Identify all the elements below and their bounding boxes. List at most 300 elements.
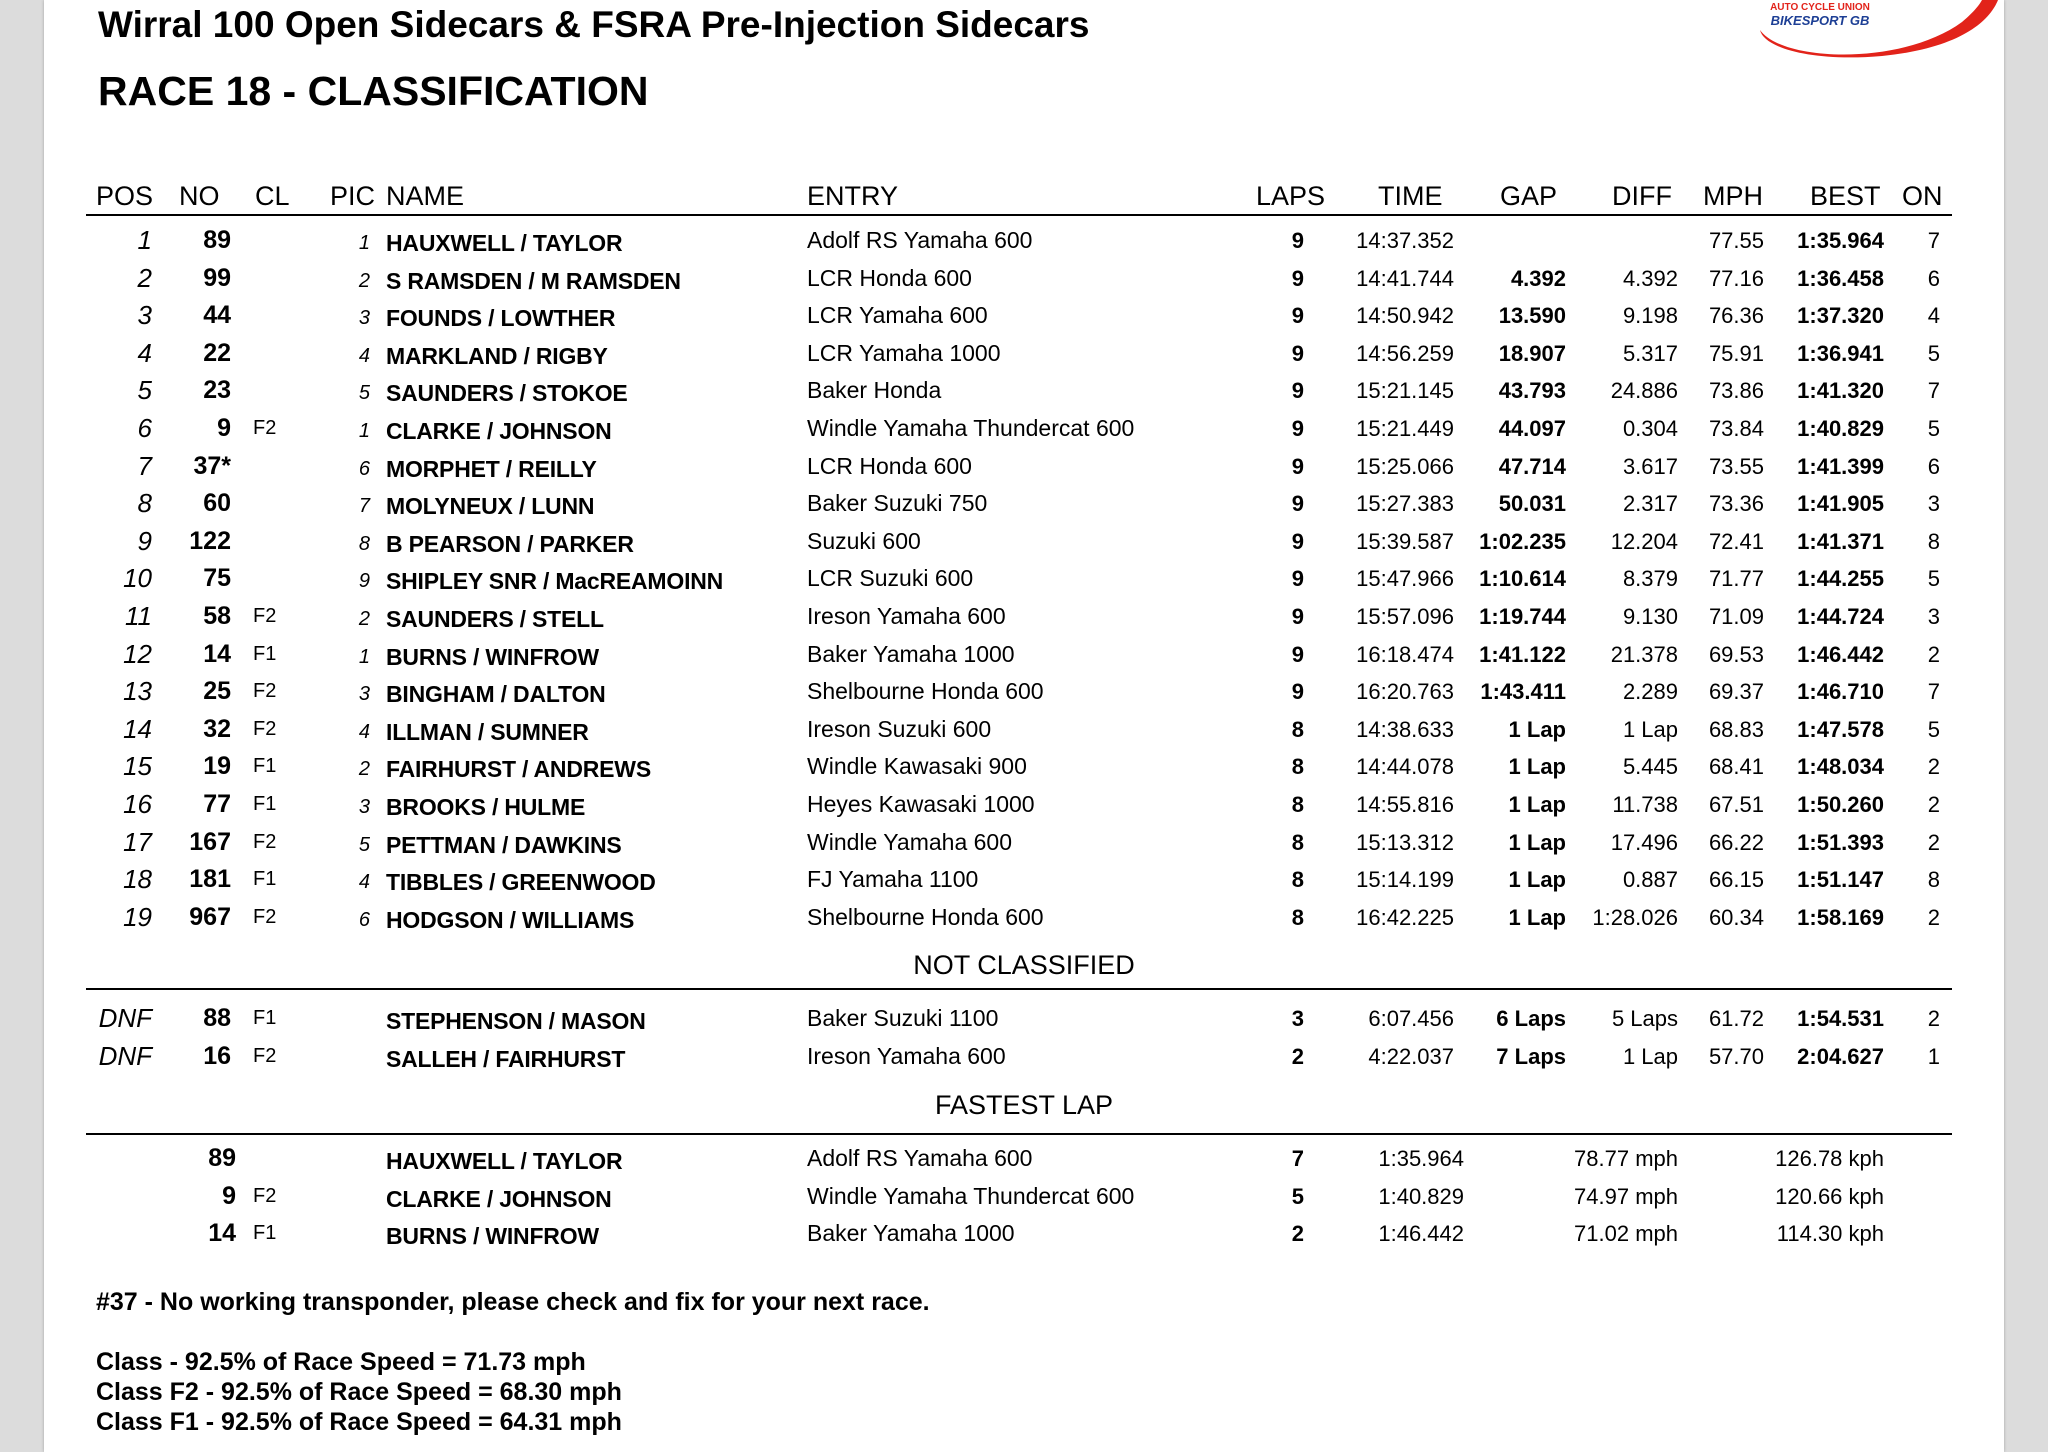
cell-no: 58 [203, 602, 231, 630]
cell-gap: 1 Lap [1508, 792, 1566, 817]
cell-cl: F1 [253, 1007, 277, 1029]
cell-name: MORPHET / REILLY [386, 455, 597, 482]
cell-mph: 66.22 [1708, 829, 1764, 855]
result-row [44, 410, 2004, 447]
cell-pic: 5 [358, 833, 370, 856]
cell-entry: Ireson Suzuki 600 [807, 715, 992, 742]
cell-name: BROOKS / HULME [386, 794, 586, 820]
cell-entry: Windle Kawasaki 900 [807, 753, 1027, 780]
cell-mph: 73.86 [1708, 378, 1764, 404]
fastest-lap-row [44, 1178, 2004, 1215]
cell-mph: 71.77 [1708, 566, 1764, 592]
logo-line-1: AUTO CYCLE UNION [1770, 2, 1870, 13]
class-speed-note: Class - 92.5% of Race Speed = 71.73 mph [96, 1348, 586, 1376]
cell-pos: 14 [123, 713, 152, 744]
cell-no: 88 [203, 1004, 231, 1032]
cell-diff: 5.317 [1622, 340, 1678, 366]
cell-pos: 1 [137, 225, 152, 255]
cell-laps: 9 [1291, 228, 1304, 253]
cell-time: 1:46.442 [1378, 1221, 1464, 1247]
cell-on: 2 [1927, 829, 1940, 855]
cell-time: 1:40.829 [1378, 1183, 1464, 1209]
cell-mph: 67.51 [1708, 792, 1764, 817]
cell-time: 14:55.816 [1356, 792, 1454, 817]
not-classified-rule [86, 988, 1952, 990]
cell-entry: FJ Yamaha 1100 [807, 866, 979, 893]
cell-gap: 4.392 [1510, 265, 1566, 291]
cell-entry: Heyes Kawasaki 1000 [807, 791, 1035, 817]
cell-diff: 2.289 [1622, 679, 1678, 705]
cell-on: 6 [1927, 453, 1940, 479]
col-header-name: NAME [386, 181, 465, 211]
cell-entry: Baker Honda [807, 377, 942, 404]
cell-pos: 19 [123, 901, 152, 932]
transponder-note: #37 - No working transponder, please check and fix for your next race. [96, 1288, 930, 1316]
cell-pos: 5 [137, 375, 152, 406]
cell-pos: 12 [123, 638, 152, 669]
cell-pos: 4 [137, 337, 152, 368]
cell-best: 1:58.169 [1797, 904, 1884, 930]
col-header-pic: PIC [330, 181, 376, 211]
result-row [44, 485, 2004, 522]
cell-best: 1:47.578 [1797, 716, 1884, 742]
result-row [44, 260, 2004, 297]
cell-best: 1:50.260 [1797, 792, 1884, 817]
result-row [44, 824, 2004, 861]
cell-time: 4:22.037 [1368, 1043, 1454, 1069]
cell-laps: 9 [1291, 340, 1304, 366]
cell-mph: 68.41 [1708, 754, 1764, 780]
cell-pic: 1 [358, 645, 370, 668]
cell-name: BINGHAM / DALTON [386, 681, 606, 708]
cell-on: 2 [1927, 792, 1940, 817]
cell-laps: 8 [1291, 754, 1304, 780]
cell-best: 1:54.531 [1797, 1006, 1884, 1031]
cell-pos: DNF [98, 1003, 152, 1033]
cell-laps: 9 [1291, 566, 1304, 592]
cell-laps: 9 [1291, 528, 1304, 554]
col-header-cl: CL [255, 181, 290, 211]
cell-diff: 9.198 [1622, 303, 1678, 329]
cell-time: 14:50.942 [1356, 303, 1454, 329]
cell-no: 32 [203, 714, 231, 743]
cell-entry: LCR Honda 600 [807, 452, 972, 479]
cell-no: 75 [203, 564, 231, 593]
cell-on: 5 [1927, 416, 1940, 441]
cell-no: 167 [189, 827, 231, 856]
cell-no: 181 [189, 865, 231, 894]
cell-pos: 11 [125, 601, 152, 631]
cell-entry: Windle Yamaha Thundercat 600 [807, 415, 1135, 441]
cell-no: 44 [203, 301, 231, 330]
col-header-entry: ENTRY [807, 181, 899, 211]
cell-no: 967 [189, 902, 231, 931]
header-rule [86, 214, 1952, 216]
cell-entry: Adolf RS Yamaha 600 [807, 227, 1033, 253]
cell-mph: 61.72 [1708, 1006, 1764, 1031]
cell-diff: 21.378 [1610, 641, 1678, 667]
cell-lap: 2 [1291, 1221, 1304, 1247]
cell-diff: 2.317 [1622, 491, 1678, 517]
cell-pos: 6 [137, 413, 152, 443]
cell-best: 1:44.255 [1797, 566, 1884, 592]
cell-kph: 126.78 kph [1775, 1146, 1884, 1171]
cell-on: 4 [1927, 303, 1940, 329]
cell-lap: 7 [1291, 1146, 1304, 1171]
dnf-row [44, 1000, 2004, 1037]
cell-on: 2 [1927, 641, 1940, 667]
cell-best: 1:41.399 [1797, 453, 1884, 479]
cell-laps: 3 [1291, 1006, 1304, 1031]
cell-no: 9 [217, 414, 231, 442]
col-header-laps: LAPS [1256, 181, 1326, 211]
cell-pic: 5 [358, 382, 370, 405]
col-header-time: TIME [1378, 181, 1443, 211]
cell-best: 1:46.442 [1797, 641, 1884, 667]
cell-gap: 1 Lap [1508, 716, 1566, 742]
result-row [44, 899, 2004, 936]
cell-name: SAUNDERS / STELL [386, 606, 604, 632]
cell-no: 99 [203, 263, 231, 292]
cell-mph: 66.15 [1708, 867, 1764, 893]
cell-cl: F2 [253, 605, 277, 627]
fastest-lap-rule [86, 1133, 1952, 1135]
cell-time: 16:18.474 [1356, 641, 1454, 667]
col-header-gap: GAP [1500, 181, 1558, 211]
cell-no: 9 [222, 1181, 236, 1210]
result-row [44, 560, 2004, 597]
cell-laps: 8 [1291, 904, 1304, 930]
cell-laps: 9 [1291, 491, 1304, 517]
cell-cl: F2 [253, 717, 277, 740]
cell-time: 14:38.633 [1356, 716, 1454, 742]
cell-name: STEPHENSON / MASON [386, 1008, 646, 1034]
cell-name: HAUXWELL / TAYLOR [386, 1148, 623, 1174]
cell-laps: 9 [1291, 416, 1304, 441]
cell-laps: 9 [1291, 641, 1304, 667]
cell-laps: 9 [1291, 679, 1304, 705]
cell-name: FOUNDS / LOWTHER [386, 305, 616, 332]
cell-diff: 11.738 [1612, 792, 1678, 817]
col-header-diff: DIFF [1612, 181, 1672, 211]
cell-cl: F1 [253, 793, 277, 815]
cell-name: SHIPLEY SNR / MacREAMOINN [386, 568, 724, 595]
cell-time: 14:37.352 [1356, 228, 1454, 253]
cell-on: 7 [1927, 228, 1940, 253]
acu-bikesport-logo [1712, 0, 2004, 58]
cell-time: 15:25.066 [1356, 453, 1454, 479]
cell-cl: F2 [253, 1184, 277, 1207]
cell-name: CLARKE / JOHNSON [386, 1185, 612, 1212]
fastest-lap-row [44, 1140, 2004, 1177]
cell-entry: Ireson Yamaha 600 [807, 1042, 1006, 1069]
cell-on: 7 [1927, 378, 1940, 404]
cell-best: 1:41.371 [1797, 528, 1884, 554]
cell-gap: 43.793 [1498, 378, 1566, 404]
cell-no: 60 [203, 489, 231, 518]
cell-pos: 13 [123, 676, 152, 707]
cell-diff: 12.204 [1610, 528, 1678, 554]
cell-name: ILLMAN / SUMNER [386, 718, 589, 745]
result-row [44, 523, 2004, 560]
cell-mph: 73.55 [1708, 453, 1764, 479]
result-row [44, 786, 2004, 823]
cell-no: 37* [193, 451, 231, 480]
cell-mph: 71.09 [1708, 604, 1764, 629]
result-row [44, 673, 2004, 710]
cell-entry: LCR Honda 600 [807, 264, 972, 291]
cell-pic: 3 [358, 683, 370, 706]
cell-name: TIBBLES / GREENWOOD [386, 869, 656, 896]
cell-cl: F2 [253, 830, 277, 853]
cell-laps: 8 [1291, 792, 1304, 817]
not-classified-heading: NOT CLASSIFIED [913, 950, 1135, 980]
cell-gap: 7 Laps [1496, 1043, 1566, 1069]
event-title: Wirral 100 Open Sidecars & FSRA Pre-Injection Sidecars [98, 4, 1090, 45]
col-header-mph: MPH [1703, 181, 1763, 211]
cell-diff: 5.445 [1622, 754, 1678, 780]
cell-name: PETTMAN / DAWKINS [386, 831, 622, 858]
cell-no: 14 [203, 639, 231, 668]
cell-mph: 69.53 [1708, 641, 1764, 667]
cell-best: 1:35.964 [1797, 228, 1884, 253]
result-row [44, 598, 2004, 635]
result-row [44, 335, 2004, 372]
cell-best: 1:48.034 [1797, 754, 1884, 780]
cell-entry: LCR Yamaha 1000 [807, 339, 1001, 366]
cell-pic: 6 [358, 457, 370, 480]
cell-no: 19 [203, 752, 231, 781]
dnf-row [44, 1038, 2004, 1075]
col-header-best: BEST [1810, 181, 1881, 211]
col-header-on: ON [1902, 181, 1943, 211]
cell-best: 1:40.829 [1797, 416, 1884, 441]
cell-pic: 2 [358, 608, 370, 630]
cell-no: 23 [203, 376, 231, 405]
cell-cl: F1 [253, 642, 277, 665]
result-row [44, 448, 2004, 485]
cell-name: SAUNDERS / STOKOE [386, 380, 628, 407]
result-row [44, 297, 2004, 334]
cell-best: 1:46.710 [1797, 679, 1884, 705]
cell-cl: F2 [253, 1044, 277, 1067]
cell-time: 15:27.383 [1356, 491, 1454, 517]
cell-on: 2 [1927, 1006, 1940, 1031]
cell-time: 1:35.964 [1378, 1146, 1464, 1171]
cell-gap: 1 Lap [1508, 904, 1566, 930]
cell-no: 89 [203, 226, 231, 254]
cell-best: 1:36.458 [1797, 265, 1884, 291]
cell-diff: 5 Laps [1611, 1006, 1678, 1031]
cell-no: 122 [189, 526, 231, 555]
cell-pic: 4 [358, 344, 370, 367]
cell-gap: 1:10.614 [1479, 566, 1566, 592]
cell-entry: LCR Yamaha 600 [807, 302, 988, 329]
cell-on: 5 [1927, 340, 1940, 366]
cell-mph: 60.34 [1708, 904, 1764, 930]
cell-entry: Suzuki 600 [807, 527, 921, 554]
cell-name: CLARKE / JOHNSON [386, 418, 612, 444]
cell-cl: F2 [253, 680, 277, 703]
cell-pic: 8 [358, 532, 370, 555]
cell-entry: Baker Yamaha 1000 [807, 1220, 1015, 1247]
cell-on: 6 [1927, 265, 1940, 291]
cell-cl: F1 [253, 755, 277, 778]
cell-name: HODGSON / WILLIAMS [386, 906, 635, 933]
class-f1-speed-note: Class F1 - 92.5% of Race Speed = 64.31 mph [96, 1408, 622, 1436]
cell-on: 7 [1927, 679, 1940, 705]
cell-pic: 3 [358, 307, 370, 330]
cell-pic: 2 [358, 269, 370, 292]
cell-gap: 1:43.411 [1480, 679, 1566, 705]
cell-diff: 9.130 [1622, 604, 1678, 629]
result-row [44, 222, 2004, 259]
cell-time: 14:41.744 [1356, 265, 1454, 291]
cell-gap: 1 Lap [1508, 829, 1566, 855]
cell-gap: 1 Lap [1508, 867, 1566, 893]
cell-gap: 1:02.235 [1479, 528, 1566, 554]
cell-diff: 1 Lap [1622, 716, 1678, 742]
cell-diff: 0.304 [1622, 416, 1678, 441]
cell-gap: 47.714 [1498, 453, 1566, 479]
cell-pos: 7 [137, 450, 152, 481]
cell-entry: Baker Yamaha 1000 [807, 640, 1015, 667]
cell-entry: LCR Suzuki 600 [807, 565, 974, 592]
cell-name: MOLYNEUX / LUNN [386, 493, 595, 520]
logo-line-2: BIKESPORT GB [1770, 13, 1870, 28]
cell-pos: 17 [123, 826, 152, 857]
cell-pic: 4 [358, 871, 370, 894]
cell-diff: 3.617 [1622, 453, 1678, 479]
cell-on: 1 [1927, 1043, 1940, 1069]
cell-time: 16:20.763 [1356, 679, 1454, 705]
cell-time: 15:21.449 [1356, 416, 1454, 441]
cell-entry: Shelbourne Honda 600 [807, 678, 1044, 705]
cell-no: 77 [203, 790, 231, 818]
cell-pic: 1 [358, 232, 370, 254]
cell-diff: 8.379 [1622, 566, 1678, 592]
result-row [44, 748, 2004, 785]
fastest-lap-row [44, 1215, 2004, 1252]
cell-pos: 10 [123, 563, 152, 594]
cell-mph: 78.77 mph [1574, 1146, 1678, 1171]
cell-name: MARKLAND / RIGBY [386, 342, 608, 369]
cell-time: 15:21.145 [1356, 378, 1454, 404]
cell-entry: Windle Yamaha 600 [807, 828, 1013, 855]
cell-pos: 18 [123, 864, 152, 895]
cell-diff: 0.887 [1622, 867, 1678, 893]
cell-name: BURNS / WINFROW [386, 1223, 599, 1250]
cell-pic: 3 [358, 796, 370, 818]
cell-laps: 9 [1291, 378, 1304, 404]
cell-laps: 9 [1291, 453, 1304, 479]
cell-cl: F1 [253, 868, 277, 891]
cell-diff: 1 Lap [1622, 1043, 1678, 1069]
cell-cl: F2 [253, 417, 277, 439]
cell-diff: 4.392 [1622, 265, 1678, 291]
cell-time: 14:56.259 [1356, 340, 1454, 366]
cell-mph: 76.36 [1708, 303, 1764, 329]
cell-kph: 120.66 kph [1775, 1183, 1884, 1209]
cell-gap: 18.907 [1498, 340, 1566, 366]
cell-mph: 75.91 [1708, 340, 1764, 366]
cell-mph: 74.97 mph [1574, 1183, 1678, 1209]
cell-best: 1:44.724 [1797, 604, 1884, 629]
cell-time: 14:44.078 [1356, 754, 1454, 780]
cell-best: 1:41.320 [1797, 378, 1884, 404]
cell-time: 15:39.587 [1356, 528, 1454, 554]
cell-pos: 15 [123, 751, 152, 782]
cell-no: 25 [203, 677, 231, 706]
fastest-lap-heading: FASTEST LAP [934, 1090, 1114, 1120]
cell-entry: Shelbourne Honda 600 [807, 903, 1044, 930]
cell-name: HAUXWELL / TAYLOR [386, 230, 623, 256]
cell-laps: 9 [1291, 604, 1304, 629]
cell-laps: 9 [1291, 303, 1304, 329]
cell-mph: 69.37 [1708, 679, 1764, 705]
cell-entry: Adolf RS Yamaha 600 [807, 1145, 1033, 1171]
cell-time: 16:42.225 [1356, 904, 1454, 930]
cell-no: 14 [208, 1219, 236, 1248]
cell-mph: 71.02 mph [1574, 1221, 1678, 1247]
cell-mph: 72.41 [1708, 528, 1764, 554]
cell-on: 3 [1927, 604, 1940, 629]
cell-time: 6:07.456 [1368, 1006, 1454, 1031]
cell-pos: 2 [137, 262, 152, 293]
cell-laps: 2 [1291, 1043, 1304, 1069]
cell-best: 1:51.393 [1797, 829, 1884, 855]
cell-time: 15:13.312 [1356, 829, 1454, 855]
cell-no: 89 [208, 1144, 236, 1172]
cell-name: BURNS / WINFROW [386, 643, 599, 670]
cell-no: 16 [203, 1041, 231, 1070]
cell-gap: 6 Laps [1496, 1006, 1566, 1031]
cell-mph: 57.70 [1708, 1043, 1764, 1069]
cell-pic: 7 [358, 495, 370, 518]
cell-mph: 73.36 [1708, 491, 1764, 517]
cell-kph: 114.30 kph [1776, 1221, 1884, 1247]
cell-cl: F1 [253, 1222, 277, 1245]
cell-gap: 44.097 [1498, 416, 1566, 441]
cell-mph: 77.55 [1708, 228, 1764, 253]
cell-lap: 5 [1291, 1183, 1304, 1209]
cell-pic: 4 [358, 720, 370, 743]
cell-mph: 77.16 [1708, 265, 1764, 291]
cell-best: 1:41.905 [1797, 491, 1884, 517]
cell-pos: DNF [98, 1040, 152, 1071]
cell-name: SALLEH / FAIRHURST [386, 1045, 626, 1072]
cell-on: 8 [1927, 528, 1940, 554]
cell-gap: 1:19.744 [1479, 604, 1566, 629]
cell-gap: 13.590 [1498, 303, 1566, 329]
cell-time: 15:14.199 [1356, 867, 1454, 893]
classification-page [44, 0, 2004, 1452]
cell-gap: 50.031 [1498, 491, 1566, 517]
cell-best: 1:36.941 [1797, 340, 1884, 366]
cell-pos: 16 [123, 789, 152, 819]
cell-mph: 68.83 [1708, 716, 1764, 742]
cell-on: 3 [1927, 491, 1940, 517]
cell-gap: 1:41.122 [1479, 641, 1566, 667]
cell-cl: F2 [253, 905, 277, 928]
col-header-pos: POS [96, 181, 154, 211]
cell-pos: 8 [137, 488, 152, 519]
cell-entry: Windle Yamaha Thundercat 600 [807, 1182, 1135, 1209]
race-title: RACE 18 - CLASSIFICATION [98, 68, 649, 114]
result-row [44, 861, 2004, 898]
cell-on: 5 [1927, 716, 1940, 742]
cell-pic: 9 [358, 570, 370, 593]
